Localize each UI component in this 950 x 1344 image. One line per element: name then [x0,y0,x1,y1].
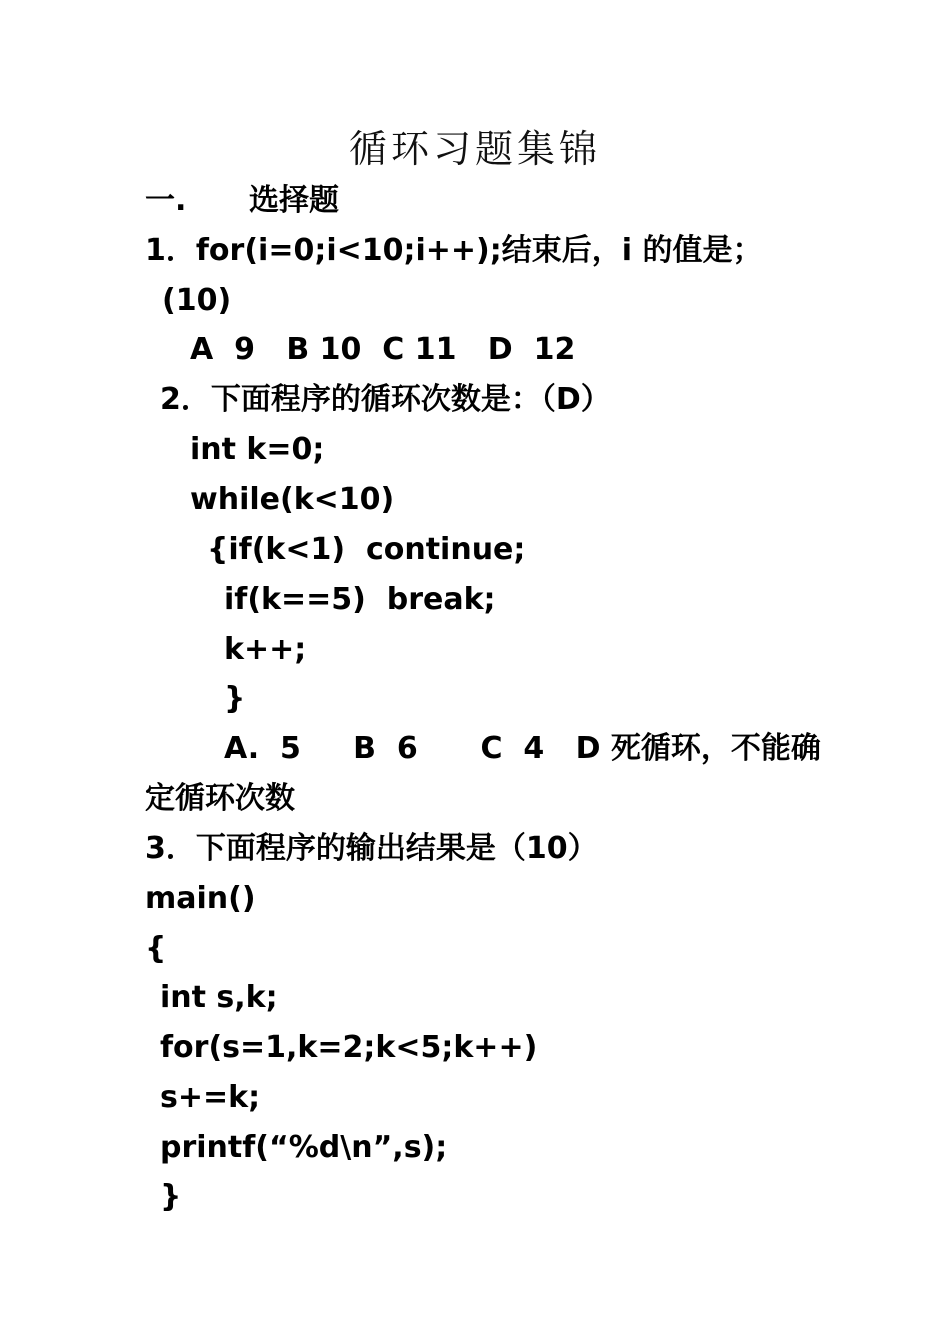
code-line: int k=0; [190,432,325,467]
code-line: { [145,931,167,966]
code-line: main() [145,881,256,916]
code-line: s+=k; [160,1080,261,1115]
question-1-answer: (10) [162,283,232,318]
code-line: {if(k<1) continue; [207,532,526,567]
page-title: 循环习题集锦 [348,127,601,171]
code-line: k++; [224,632,307,667]
code-line: printf(“%d\n”,s); [160,1130,448,1165]
question-1-text: 1．for(i=0;i<10;i++);结束后，i 的值是； [145,233,763,268]
code-line: if(k==5) break; [224,582,496,617]
question-2-options: A. 5 B 6 C 4 D 死循环，不能确 [224,731,821,766]
code-line: int s,k; [160,980,278,1015]
code-line: } [160,1179,182,1214]
code-line: while(k<10) [190,482,395,517]
code-line: } [224,681,246,716]
section-heading: 一. 选择题 [145,183,340,218]
question-3-text: 3．下面程序的输出结果是（10） [145,831,598,866]
question-1-options: A 9 B 10 C 11 D 12 [190,332,576,367]
question-2-options-continued: 定循环次数 [145,781,295,816]
code-line: for(s=1,k=2;k<5;k++) [160,1030,538,1065]
question-2-text: 2．下面程序的循环次数是：（D） [160,382,611,417]
